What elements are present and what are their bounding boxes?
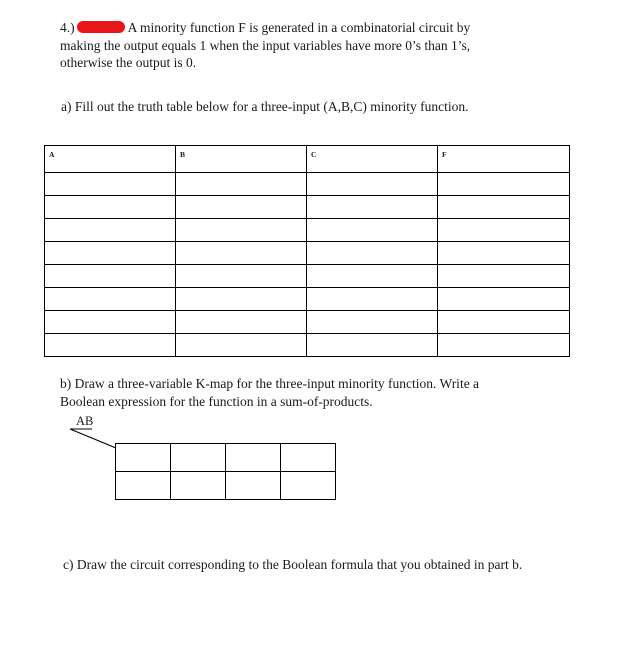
- part-b-line-1: b) Draw a three-variable K-map for the three-input minority function. Write a: [60, 376, 480, 391]
- kmap-diagonal-line: [70, 429, 116, 448]
- table-cell[interactable]: [307, 196, 438, 219]
- table-row: [45, 265, 570, 288]
- part-a-prompt: a) Fill out the truth table below for a three-input (A,B,C) minority function.: [61, 99, 469, 114]
- intro-line-2: making the output equals 1 when the input variables have more 0’s than 1’s,: [60, 37, 471, 53]
- table-cell[interactable]: [176, 219, 307, 242]
- header-cell-f: F: [438, 146, 570, 173]
- table-cell[interactable]: [438, 265, 570, 288]
- table-cell[interactable]: [438, 173, 570, 196]
- table-cell[interactable]: [307, 242, 438, 265]
- kmap-cell[interactable]: [171, 444, 226, 472]
- table-cell[interactable]: [438, 219, 570, 242]
- table-cell[interactable]: [307, 334, 438, 357]
- table-row: [45, 288, 570, 311]
- header-cell-c: C: [307, 146, 438, 173]
- kmap-diagonal: [66, 420, 118, 450]
- kmap-cell[interactable]: [226, 472, 281, 500]
- table-cell[interactable]: [438, 311, 570, 334]
- table-cell[interactable]: [45, 265, 176, 288]
- table-cell[interactable]: [307, 265, 438, 288]
- part-c-prompt: c) Draw the circuit corresponding to the Boolean formula that you obtained in part b.: [63, 557, 523, 572]
- table-cell[interactable]: [176, 173, 307, 196]
- intro-line-1: [60, 19, 580, 37]
- kmap-cell[interactable]: [281, 444, 336, 472]
- intro-line-3: otherwise the output is 0.: [60, 55, 197, 70]
- table-row: [45, 219, 570, 242]
- table-cell[interactable]: [438, 242, 570, 265]
- table-row: [45, 334, 570, 357]
- problem-number: 4.): [60, 20, 75, 35]
- table-cell[interactable]: [45, 334, 176, 357]
- table-cell[interactable]: [176, 242, 307, 265]
- table-cell[interactable]: [307, 173, 438, 196]
- table-cell[interactable]: [45, 242, 176, 265]
- table-cell[interactable]: [438, 196, 570, 219]
- kmap-cell[interactable]: [116, 444, 171, 472]
- header-cell-a: A: [45, 146, 176, 173]
- redaction-mark: [77, 21, 125, 33]
- problem-intro: [60, 19, 580, 72]
- kmap-row: [116, 444, 336, 472]
- table-cell[interactable]: [438, 288, 570, 311]
- kmap-cell[interactable]: [171, 472, 226, 500]
- table-cell[interactable]: [45, 173, 176, 196]
- table-cell[interactable]: [45, 311, 176, 334]
- kmap-cell[interactable]: [226, 444, 281, 472]
- part-b-line-2: Boolean expression for the function in a sum-of-products.: [60, 393, 373, 409]
- table-cell[interactable]: [307, 288, 438, 311]
- table-row: [45, 242, 570, 265]
- table-cell[interactable]: [176, 196, 307, 219]
- table-cell[interactable]: [176, 288, 307, 311]
- intro-text-1: A minority function F is generated in a combinatorial circuit by: [127, 20, 471, 35]
- table-cell[interactable]: [307, 219, 438, 242]
- table-cell[interactable]: [307, 311, 438, 334]
- table-cell[interactable]: [45, 288, 176, 311]
- table-cell[interactable]: [438, 334, 570, 357]
- table-cell[interactable]: [45, 219, 176, 242]
- header-cell-b: B: [176, 146, 307, 173]
- kmap-row: [116, 472, 336, 500]
- part-b-prompt: [60, 375, 479, 410]
- truth-table: [44, 145, 570, 357]
- table-row: [45, 196, 570, 219]
- table-cell[interactable]: [45, 196, 176, 219]
- table-cell[interactable]: [176, 311, 307, 334]
- truth-table-header-row: [45, 146, 570, 173]
- table-row: [45, 311, 570, 334]
- kmap-ab-label: AB: [76, 414, 94, 428]
- table-cell[interactable]: [176, 334, 307, 357]
- table-row: [45, 173, 570, 196]
- kmap-grid: [115, 443, 336, 500]
- table-cell[interactable]: [176, 265, 307, 288]
- kmap-cell[interactable]: [116, 472, 171, 500]
- kmap-cell[interactable]: [281, 472, 336, 500]
